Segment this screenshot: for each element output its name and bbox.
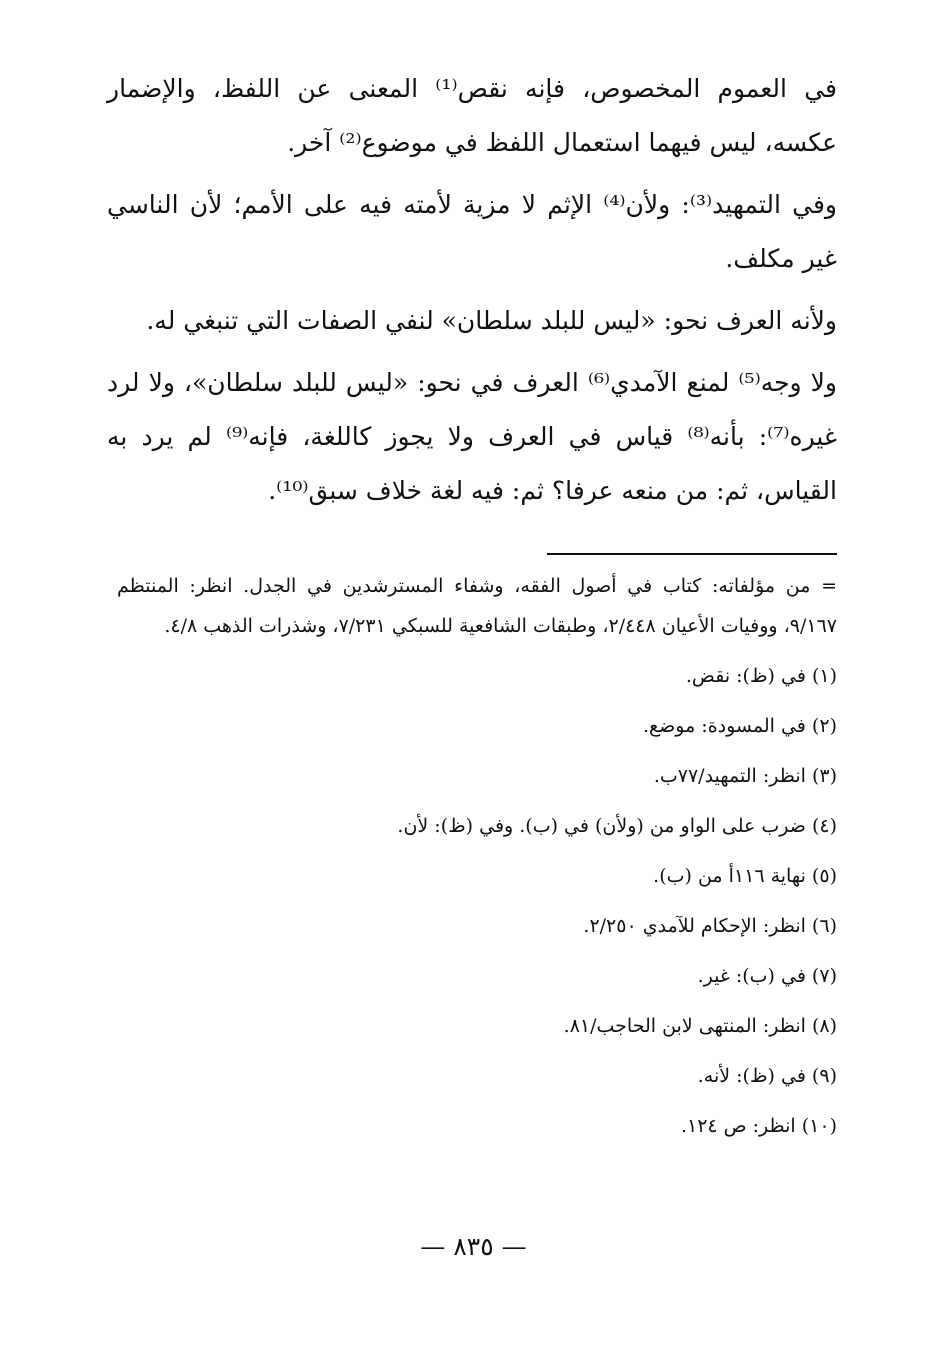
footnote-5: (٥) نهاية ١١٦أ من (ب).: [653, 865, 837, 887]
footnote-list: [117, 656, 837, 1146]
main-paragraph-3: ولأنه العرف نحو: «ليس للبلد سلطان» لنفي الصفات التي تنبغي له.: [146, 306, 837, 335]
main-paragraph-2: وفي التمهيد⁽³⁾: ولأن⁽⁴⁾ الإثم لا مزية لأمته فيه على الأمم؛ لأن الناسي غير مكلف.: [107, 190, 837, 273]
footnote-separator: [547, 553, 837, 555]
footnote-2: (٢) في المسودة: موضع.: [642, 715, 837, 737]
footnote-7: (٧) في (ب): غير.: [697, 965, 837, 987]
footnote-4: (٤) ضرب على الواو من (ولأن) في (ب). وفي (ظ): لأن.: [397, 815, 837, 837]
footnote-9: (٩) في (ظ): لأنه.: [697, 1065, 837, 1087]
page-number: — ٨٣٥ —: [420, 1232, 527, 1261]
footnote-10: (١٠) انظر: ص ١٢٤.: [680, 1115, 837, 1137]
footnotes-section: [117, 566, 837, 1156]
main-paragraph-1: في العموم المخصوص، فإنه نقص⁽¹⁾ المعنى عن اللفظ، والإضمار عكسه، ليس فيهما استعمال اللفظ في موضوع⁽²⁾ آخر.: [107, 74, 837, 157]
footnote-continuation: = من مؤلفاته: كتاب في أصول الفقه، وشفاء المسترشدين في الجدل. انظر: المنتظم ٩/١٦٧، ووفيات الأعيان ٢/٤٤٨، وطبقات الشافعية للسبكي ٧/٢٣١، وشذرات الذهب ٤/٨.: [117, 575, 837, 637]
footnote-1: (١) في (ظ): نقض.: [685, 665, 837, 687]
main-paragraph-4: ولا وجه⁽⁵⁾ لمنع الآمدي⁽⁶⁾ العرف في نحو: «ليس للبلد سلطان»، ولا لرد غيره⁽⁷⁾: بأنه⁽⁸⁾ قياس في العرف ولا يجوز كاللغة، فإنه⁽⁹⁾ لم يرد به القياس، ثم: من منعه عرفا؟ ثم: فيه لغة خلاف سبق⁽¹⁰⁾.: [107, 368, 837, 505]
main-text: [107, 62, 837, 526]
footnote-6: (٦) انظر: الإحكام للآمدي ٢/٢٥٠.: [583, 915, 837, 937]
footnote-3: (٣) انظر: التمهيد/٧٧ب.: [653, 765, 837, 787]
footnote-8: (٨) انظر: المنتهى لابن الحاجب/٨١.: [563, 1015, 837, 1037]
